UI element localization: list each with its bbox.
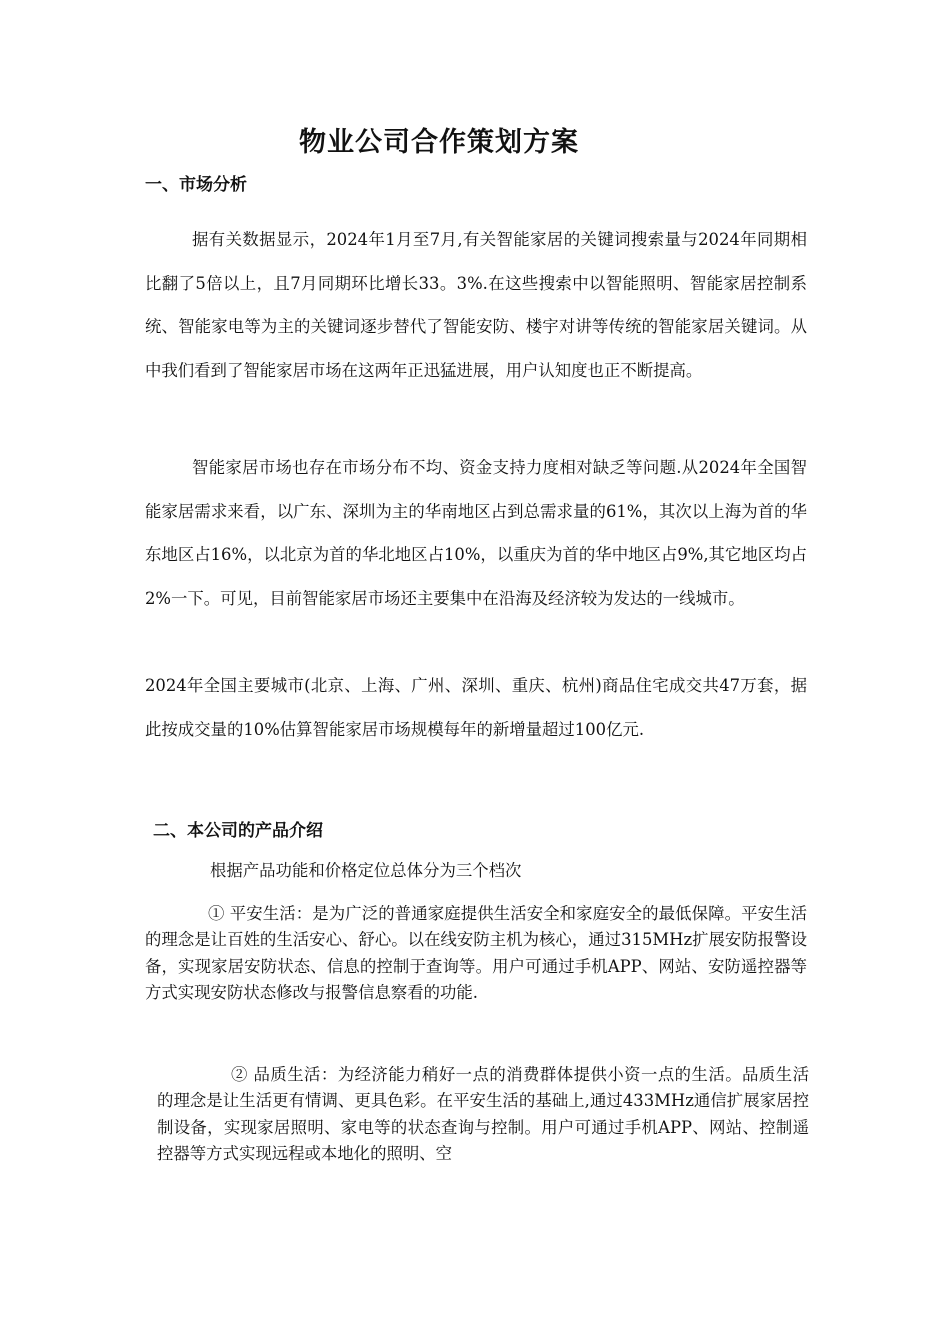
document-title: 物业公司合作策划方案 [299, 127, 579, 158]
section-heading-market-analysis: 一、市场分析 [145, 175, 247, 195]
paragraph-regional-distribution: 智能家居市场也存在市场分布不均、资金支持力度相对缺乏等问题.从2024年全国智能家居需求来看，以广东、深圳为主的华南地区占到总需求量的61%，其次以上海为首的华东地区占16%，以北京为首的华北地区占10%，以重庆为首的华中地区占9%,其它地区均占2%一下。可见，目前智能家居市场还主要集中在沿海及经济较为发达的一线城市。 [145, 458, 807, 608]
paragraph-search-trends: 据有关数据显示，2024年1月至7月,有关智能家居的关键词搜索量与2024年同期相比翻了5倍以上，且7月同期环比增长33。3%.在这些搜索中以智能照明、智能家居控制系统、智能家电等为主的关键词逐步替代了智能安防、楼宇对讲等传统的智能家居关键词。从中我们看到了智能家居市场在这两年正迅猛进展，用户认知度也正不断提高。 [145, 230, 807, 380]
section-heading-product-intro: 二、本公司的产品介绍 [153, 821, 323, 841]
paragraph-tier-quality-living: ② 品质生活：为经济能力稍好一点的消费群体提供小资一点的生活。品质生活的理念是让生活更有情调、更具色彩。在平安生活的基础上,通过433MHz通信扩展家居控制设备，实现家居照明、家电等的状态查询与控制。用户可通过手机APP、网站、控制遥控器等方式实现远程或本地化的照明、空 [157, 1065, 809, 1164]
paragraph-tier-safe-living: ① 平安生活：是为广泛的普通家庭提供生活安全和家庭安全的最低保障。平安生活的理念是让百姓的生活安心、舒心。以在线安防主机为核心，通过315MHz扩展安防报警设备，实现家居安防状态、信息的控制于查询等。用户可通过手机APP、网站、安防遥控器等方式实现安防状态修改与报警信息察看的功能. [145, 904, 807, 1003]
paragraph-market-size: 2024年全国主要城市(北京、上海、广州、深圳、重庆、杭州)商品住宅成交共47万套，据此按成交量的10%估算智能家居市场规模每年的新增量超过100亿元. [145, 676, 807, 739]
paragraph-product-tiers-intro: 根据产品功能和价格定位总体分为三个档次 [210, 861, 522, 880]
